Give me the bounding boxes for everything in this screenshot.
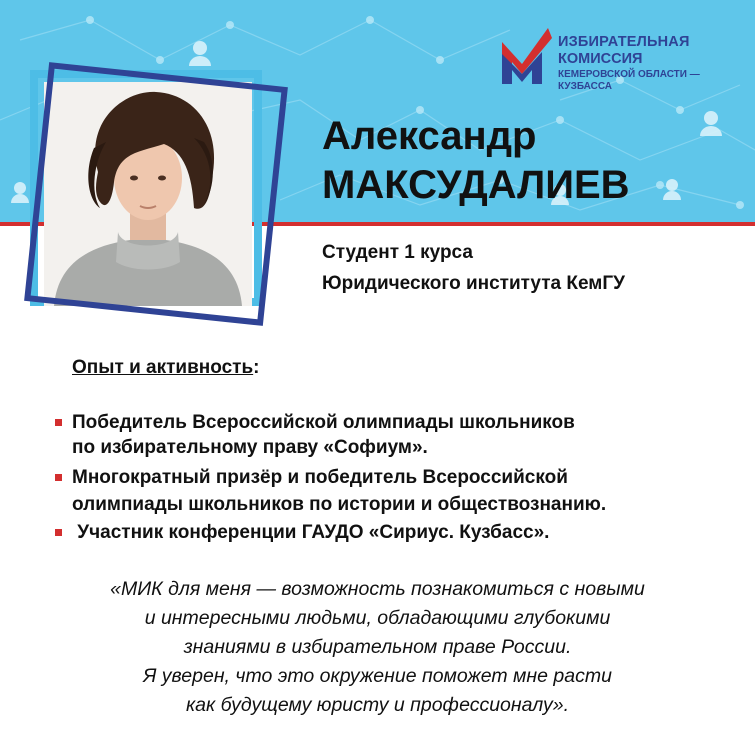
quote-line-5: как будущему юристу и профессионалу». xyxy=(185,694,570,716)
bullet-icon xyxy=(55,529,62,536)
experience-item-1-line-2: по избирательному праву «Софиум». xyxy=(72,437,428,458)
photo-frame-dark xyxy=(24,62,288,326)
logo-line-3: КЕМЕРОВСКОЙ ОБЛАСТИ — xyxy=(558,69,700,80)
experience-item-3-line-1: Участник конференции ГАУДО «Сириус. Кузбасс». xyxy=(72,522,550,543)
quote-line-3: знаниями в избирательном праве России. xyxy=(183,636,572,658)
experience-item-2-line-1: Многократный призёр и победитель Всероссийской xyxy=(72,467,568,488)
logo-emblem-icon xyxy=(498,24,556,88)
last-name: МАКСУДАЛИЕВ xyxy=(322,163,630,207)
quote-line-4: Я уверен, что это окружение поможет мне расти xyxy=(143,665,612,687)
bullet-icon xyxy=(55,419,62,426)
experience-heading: Опыт и активность: xyxy=(72,357,260,378)
commission-logo xyxy=(498,24,738,94)
logo-line-1: ИЗБИРАТЕЛЬНАЯ xyxy=(558,34,690,50)
quote-line-1: «МИК для меня — возможность познакомиться с новыми xyxy=(110,578,645,600)
logo-line-2: КОМИССИЯ xyxy=(558,51,643,67)
experience-item-1-line-1: Победитель Всероссийской олимпиады школьников xyxy=(72,412,575,433)
bullet-icon xyxy=(55,474,62,481)
experience-item-2-line-2: олимпиады школьников по истории и обществознанию. xyxy=(72,494,607,515)
logo-line-4: КУЗБАССА xyxy=(558,81,613,92)
quote-line-2: и интересными людьми, обладающими глубокими xyxy=(144,607,611,629)
first-name: Александр xyxy=(322,114,537,158)
role-line-1: Студент 1 курса xyxy=(322,242,473,263)
role-line-2: Юридического института КемГУ xyxy=(322,273,625,294)
